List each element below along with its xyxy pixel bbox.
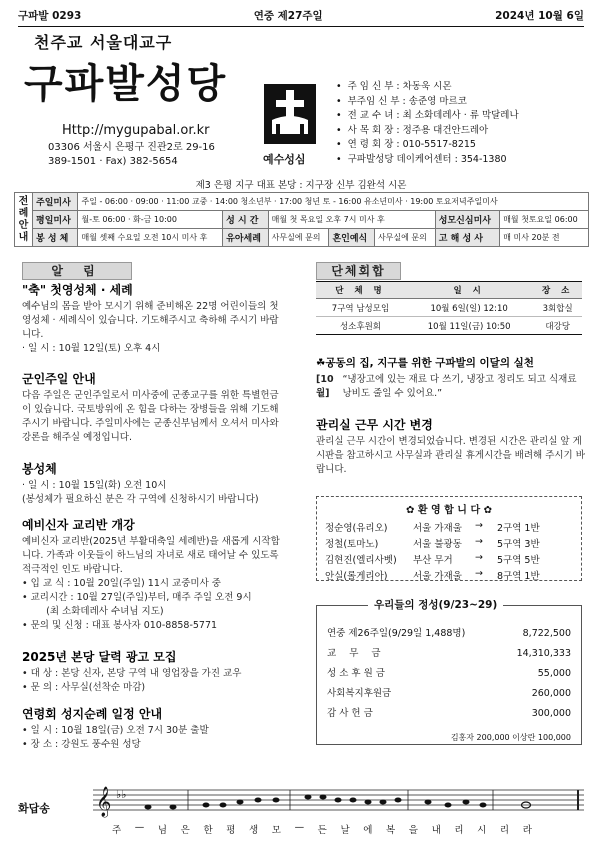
notice-5 <box>22 650 284 695</box>
church-address-block <box>48 141 215 169</box>
welcome-district: 2구역 1반 <box>497 523 540 534</box>
staff-item: • 주 임 신 부 : 차동욱 시몬 <box>336 80 519 95</box>
welcome-from: 서울 가재울 <box>413 523 462 534</box>
group-time: 10월 6일(일) 12:10 <box>405 299 533 317</box>
lyric-syllable: — <box>134 822 145 833</box>
staff-item: • 전 교 수 녀 : 최 소화데레사 · 류 막달레나 <box>336 109 519 124</box>
notices-title: 알 림 <box>22 262 132 280</box>
church-url[interactable]: Http://mygupabal.or.kr <box>62 123 210 138</box>
welcome-district: 5구역 5반 <box>497 555 540 566</box>
notice-line: · 일 시 : 10월 15일(화) 오전 10시 <box>22 480 167 491</box>
table-row <box>316 299 582 317</box>
welcome-from: 서울 불광동 <box>413 539 462 550</box>
group-place: 대강당 <box>533 317 582 335</box>
offering-label: 교 무 금 <box>327 648 386 659</box>
welcome-district: 5구역 3반 <box>497 539 540 550</box>
lyric-syllable: 은 <box>180 825 190 836</box>
lyric-syllable: 을 <box>408 825 418 836</box>
schedule-label: 주일미사 <box>33 193 78 211</box>
svg-text:𝄞: 𝄞 <box>96 787 112 817</box>
offering-label: 감 사 헌 금 <box>327 708 373 719</box>
notice-line: • 일 시 : 10월 18일(금) 오전 7시 30분 출발 <box>22 725 209 736</box>
church-phone: 389-1501 · Fax) 382-5654 <box>48 156 178 167</box>
groups-header: 장 소 <box>533 282 582 299</box>
arrow-icon: → <box>475 536 483 547</box>
notice-line: • 장 소 : 강원도 풍수원 성당 <box>22 739 141 750</box>
notice-line: • 대 상 : 본당 신자, 본당 구역 내 영업장을 가진 교우 <box>22 668 242 679</box>
top-info-bar <box>18 8 584 24</box>
church-name: 구파발성당 <box>24 61 228 107</box>
groups-header: 단 체 명 <box>316 282 405 299</box>
notice-4 <box>22 518 284 633</box>
lyric-syllable: 에 <box>363 825 373 836</box>
schedule-text: 매 미사 20분 전 <box>500 229 589 247</box>
group-name: 성소후원회 <box>316 317 405 335</box>
lyric-syllable: 모 <box>271 825 281 836</box>
offering-amount: 55,000 <box>537 668 571 679</box>
notice-heading: 2025년 본당 달력 광고 모집 <box>22 650 177 664</box>
schedule-label: 고 해 성 사 <box>435 229 499 247</box>
notice-line: · 일 시 : 10월 12일(토) 오후 4시 <box>22 343 161 354</box>
schedule-label: 성 시 간 <box>223 211 268 229</box>
lyric-syllable: 평 <box>226 825 236 836</box>
notice-line: • 문 의 : 사무실(선착순 마감) <box>22 682 146 693</box>
notice-line: • 입 교 식 : 10월 20일(주일) 11시 교중미사 중 <box>22 578 221 589</box>
staff-item: • 사 목 회 장 : 정주용 대건안드레아 <box>336 124 519 139</box>
staff-list <box>336 80 519 167</box>
group-place: 3회합실 <box>533 299 582 317</box>
lyric-syllable: 리 <box>499 825 510 836</box>
diocese-name: 천주교 서울대교구 <box>34 33 173 52</box>
dean-note: 제3 은평 지구 대표 본당 : 지구장 신부 김완석 시몬 <box>195 180 407 191</box>
notice-6 <box>22 707 284 752</box>
lyric-syllable: 내 <box>431 825 441 836</box>
practice-title: ☘공동의 집, 지구를 위한 구파발의 이달의 실천 <box>316 357 534 369</box>
church-address: 03306 서울시 은평구 진관2로 29-16 <box>48 142 215 153</box>
offering-label: 사회복지후원금 <box>327 688 392 699</box>
offering-row <box>327 664 571 684</box>
lyric-syllable: 님 <box>157 825 168 836</box>
schedule-text: 매월 첫 목요일 오후 7시 미사 후 <box>268 211 435 229</box>
hymn-lyrics <box>112 822 532 836</box>
groups-title: 단체회합 <box>316 262 401 280</box>
groups-section <box>316 262 586 280</box>
notice-heading: 연령회 성지순례 일정 안내 <box>22 707 163 721</box>
arrow-icon: → <box>475 552 483 563</box>
staff-item: • 부주임 신 부 : 송준영 마르코 <box>336 95 519 110</box>
group-time: 10월 11일(금) 10:50 <box>405 317 533 335</box>
welcome-district: 8구역 1반 <box>497 571 540 582</box>
notice-line: (봉성체가 필요하신 분은 각 구역에 신청하시기 바랍니다) <box>22 494 259 505</box>
notice-heading: 봉성체 <box>22 462 57 476</box>
header-rule <box>18 26 584 27</box>
welcome-from: 부산 무거 <box>413 555 453 566</box>
schedule-text: 주일 - 06:00 · 09:00 · 11:00 교중 · 14:00 청소년부 · 17:00 청년 토 - 16:00 유소년미사 · 19:00 토요저녁주일미사 <box>78 193 589 211</box>
schedule-text: 사무실에 문의 <box>374 229 435 247</box>
offering-amount: 8,722,500 <box>522 628 571 639</box>
lyric-syllable: 시 <box>477 825 487 836</box>
issue-number: 구파발 0293 <box>18 10 82 22</box>
schedule-label: 성모신심미사 <box>435 211 499 229</box>
staff-item: • 연 령 회 장 : 010-5517-8215 <box>336 138 519 153</box>
table-row <box>316 317 582 335</box>
schedule-label: 혼인예식 <box>329 229 374 247</box>
lyric-syllable: 복 <box>386 825 396 836</box>
schedule-text: 월-토 06:00 · 화-금 10:00 <box>78 211 223 229</box>
lyric-syllable: — <box>294 822 305 833</box>
staff-item: • 구파발성당 데이케어센터 : 354-1380 <box>336 153 519 168</box>
schedule-text: 사무실에 문의 <box>268 229 329 247</box>
schedule-side-label: 전례안내 <box>15 193 33 247</box>
schedule-label: 평일미사 <box>33 211 78 229</box>
lyric-syllable: 주 <box>112 825 122 836</box>
lyric-syllable: 라 <box>522 825 532 836</box>
liturgical-sunday: 연중 제27주일 <box>253 10 323 22</box>
lyric-syllable: 생 <box>249 825 259 836</box>
notice-line: • 문의 및 신청 : 대표 봉사자 010-8858-5771 <box>22 620 218 631</box>
group-name: 7구역 남성모임 <box>316 299 405 317</box>
schedule-text: 매월 첫토요일 06:00 <box>500 211 589 229</box>
welcome-name: 정순영(유리오) <box>325 523 388 534</box>
offering-box <box>316 605 582 745</box>
practice-month: [10월] <box>316 374 334 399</box>
hymn-label: 화답송 <box>18 802 50 815</box>
schedule-text: 매월 셋째 수요일 오전 10시 미사 후 <box>78 229 223 247</box>
welcome-box <box>316 496 582 581</box>
notice-body: 예수님의 몸을 받아 모시기 위해 준비해온 22명 어린이들의 첫영성체 · 세례식이 있습니다. 기도해주시고 축하해 주시기 바랍니다. <box>22 301 279 340</box>
welcome-title: ✿ 환 영 합 니 다 ✿ <box>406 505 492 516</box>
offering-note: 김홍자 200,000 이상란 100,000 <box>450 733 571 742</box>
offering-label: 성 소 후 원 금 <box>327 668 385 679</box>
practice-text: “냉장고에 있는 재료 다 쓰기, 냉장고 정리도 되고 식재료 낭비도 줄일 수 있어요.” <box>342 374 577 399</box>
practice-section <box>316 356 586 401</box>
schedule-label: 유아세례 <box>223 229 268 247</box>
offering-amount: 14,310,333 <box>516 648 571 659</box>
lyric-syllable: 한 <box>203 825 213 836</box>
welcome-name: 안실(롤게리아) <box>325 571 388 582</box>
offering-row <box>327 684 571 704</box>
groups-table <box>316 281 582 335</box>
bulletin-date: 2024년 10월 6일 <box>495 10 584 22</box>
notices-column <box>22 262 284 280</box>
notice-body: 다음 주일은 군인주일로서 미사중에 군종교구를 위한 특별헌금이 있습니다. 국토방위에 온 힘을 다하는 장병들을 위해 기도해 주시기 바랍니다. 주일미사에는 군종신부님께서 오셔서 미사와 강론을 해주실 예정입니다. <box>22 390 279 443</box>
notice-3 <box>22 462 284 507</box>
lyric-syllable: 리 <box>454 825 464 836</box>
notice-body: 예비신자 교리반(2025년 부활대축일 세례반)을 새롭게 시작합니다. 가족과 이웃들이 하느님의 자녀로 새로 태어날 수 있도록 적극적인 인도 바랍니다. <box>22 536 280 575</box>
groups-header: 일 시 <box>405 282 533 299</box>
logo-caption: 예수성심 <box>263 153 306 166</box>
notice-heading: 군인주일 안내 <box>22 372 96 386</box>
lyric-syllable: 든 <box>317 825 327 836</box>
office-body: 관리실 근무 시간이 변경되었습니다. 변경된 시간은 관리실 앞 게시판을 참고하시고 사무실과 관리실 휴게시간을 배려해 주시기 바랍니다. <box>316 436 585 475</box>
office-section <box>316 418 586 477</box>
notice-1 <box>22 283 284 356</box>
notice-line: (최 소화데레사 수녀님 지도) <box>22 606 164 617</box>
offering-label: 연중 제26주일(9/29일 1,488명) <box>327 628 466 639</box>
office-title: 관리실 근무 시간 변경 <box>316 418 433 432</box>
schedule-label: 봉 성 체 <box>33 229 78 247</box>
offering-row <box>327 644 571 664</box>
offering-row <box>327 624 571 644</box>
offering-row <box>327 704 571 724</box>
notice-heading: "축" 첫영성체 · 세례 <box>22 283 133 297</box>
lyric-syllable: 날 <box>340 825 350 836</box>
offering-amount: 300,000 <box>531 708 571 719</box>
liturgy-schedule-table <box>14 192 589 247</box>
welcome-from: 서울 가재울 <box>413 571 462 582</box>
offering-amount: 260,000 <box>531 688 571 699</box>
welcome-name: 정철(토마노) <box>325 539 379 550</box>
svg-text:♭♭: ♭♭ <box>116 788 127 801</box>
notice-2 <box>22 372 284 445</box>
arrow-icon: → <box>475 568 483 579</box>
notice-heading: 예비신자 교리반 개강 <box>22 518 135 532</box>
offering-title: 우리들의 정성(9/23~29) <box>368 597 503 612</box>
arrow-icon: → <box>475 520 483 531</box>
welcome-name: 김현진(엘리사벳) <box>325 555 397 566</box>
notice-line: • 교리시간 : 10월 27일(주일)부터, 매주 주일 오전 9시 <box>22 592 252 603</box>
